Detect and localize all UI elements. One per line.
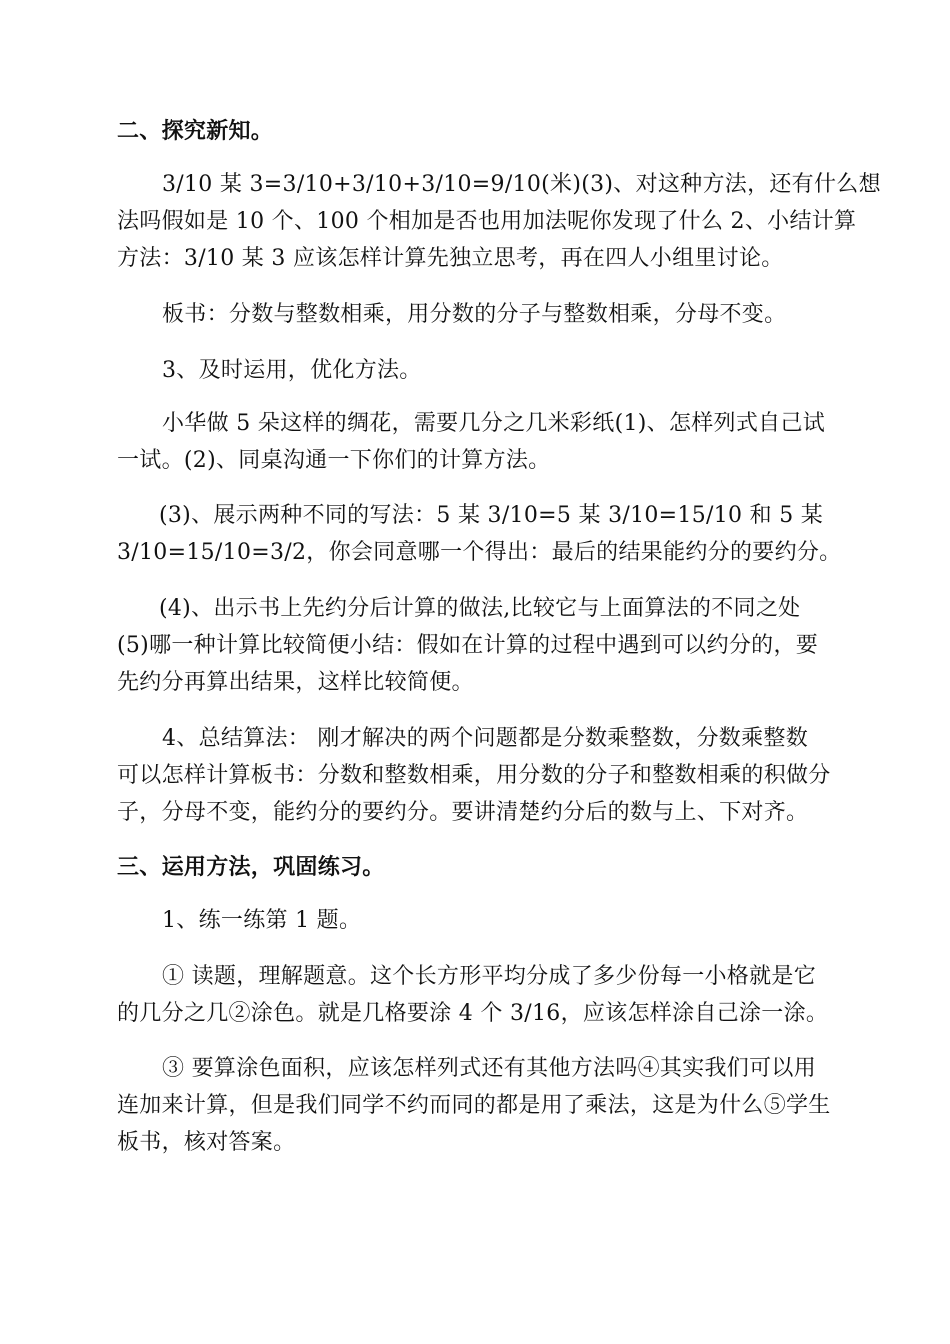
paragraph-line: 一试。(2)、同桌沟通一下你们的计算方法。: [117, 448, 551, 473]
paragraph-line: ③ 要算涂色面积，应该怎样列式还有其他方法吗④其实我们可以用: [162, 1056, 816, 1081]
paragraph-line: 的几分之几②涂色。就是几格要涂 4 个 3/16，应该怎样涂自己涂一涂。: [117, 1001, 829, 1026]
section-heading-2: 二、探究新知。: [117, 119, 274, 144]
paragraph-line: 板书，核对答案。: [117, 1130, 296, 1155]
paragraph-line: 3/10 某 3=3/10+3/10+3/10=9/10(米)(3)、对这种方法，还有什么想: [162, 172, 881, 197]
paragraph-line: 方法：3/10 某 3 应该怎样计算先独立思考，再在四人小组里讨论。: [117, 246, 784, 271]
paragraph-line: 板书：分数与整数相乘，用分数的分子与整数相乘，分母不变。: [162, 302, 787, 327]
paragraph-line: 3、及时运用，优化方法。: [162, 358, 422, 383]
paragraph-line: 子，分母不变，能约分的要约分。要讲清楚约分后的数与上、下对齐。: [117, 800, 809, 825]
paragraph-line: 4、总结算法： 刚才解决的两个问题都是分数乘整数，分数乘整数: [162, 726, 808, 751]
paragraph-line: 3/10=15/10=3/2，你会同意哪一个得出：最后的结果能约分的要约分。: [117, 540, 842, 565]
paragraph-line: 1、练一练第 1 题。: [162, 908, 362, 933]
paragraph-line: (4)、出示书上先约分后计算的做法,比较它与上面算法的不同之处: [159, 596, 801, 621]
paragraph-line: 连加来计算，但是我们同学不约而同的都是用了乘法，这是为什么⑤学生: [117, 1093, 831, 1118]
paragraph-line: 小华做 5 朵这样的绸花，需要几分之几米彩纸(1)、怎样列式自己试: [162, 411, 826, 436]
paragraph-line: (5)哪一种计算比较简便小结：假如在计算的过程中遇到可以约分的，要: [117, 633, 819, 658]
paragraph-line: 先约分再算出结果，这样比较简便。: [117, 670, 474, 695]
paragraph-line: (3)、展示两种不同的写法：5 某 3/10=5 某 3/10=15/10 和 5 某: [159, 503, 824, 528]
paragraph-line: 可以怎样计算板书：分数和整数相乘，用分数的分子和整数相乘的积做分: [117, 763, 831, 788]
section-heading-3: 三、运用方法，巩固练习。: [117, 855, 385, 880]
paragraph-line: 法吗假如是 10 个、100 个相加是否也用加法呢你发现了什么 2、小结计算: [117, 209, 857, 234]
paragraph-line: ① 读题，理解题意。这个长方形平均分成了多少份每一小格就是它: [162, 964, 816, 989]
